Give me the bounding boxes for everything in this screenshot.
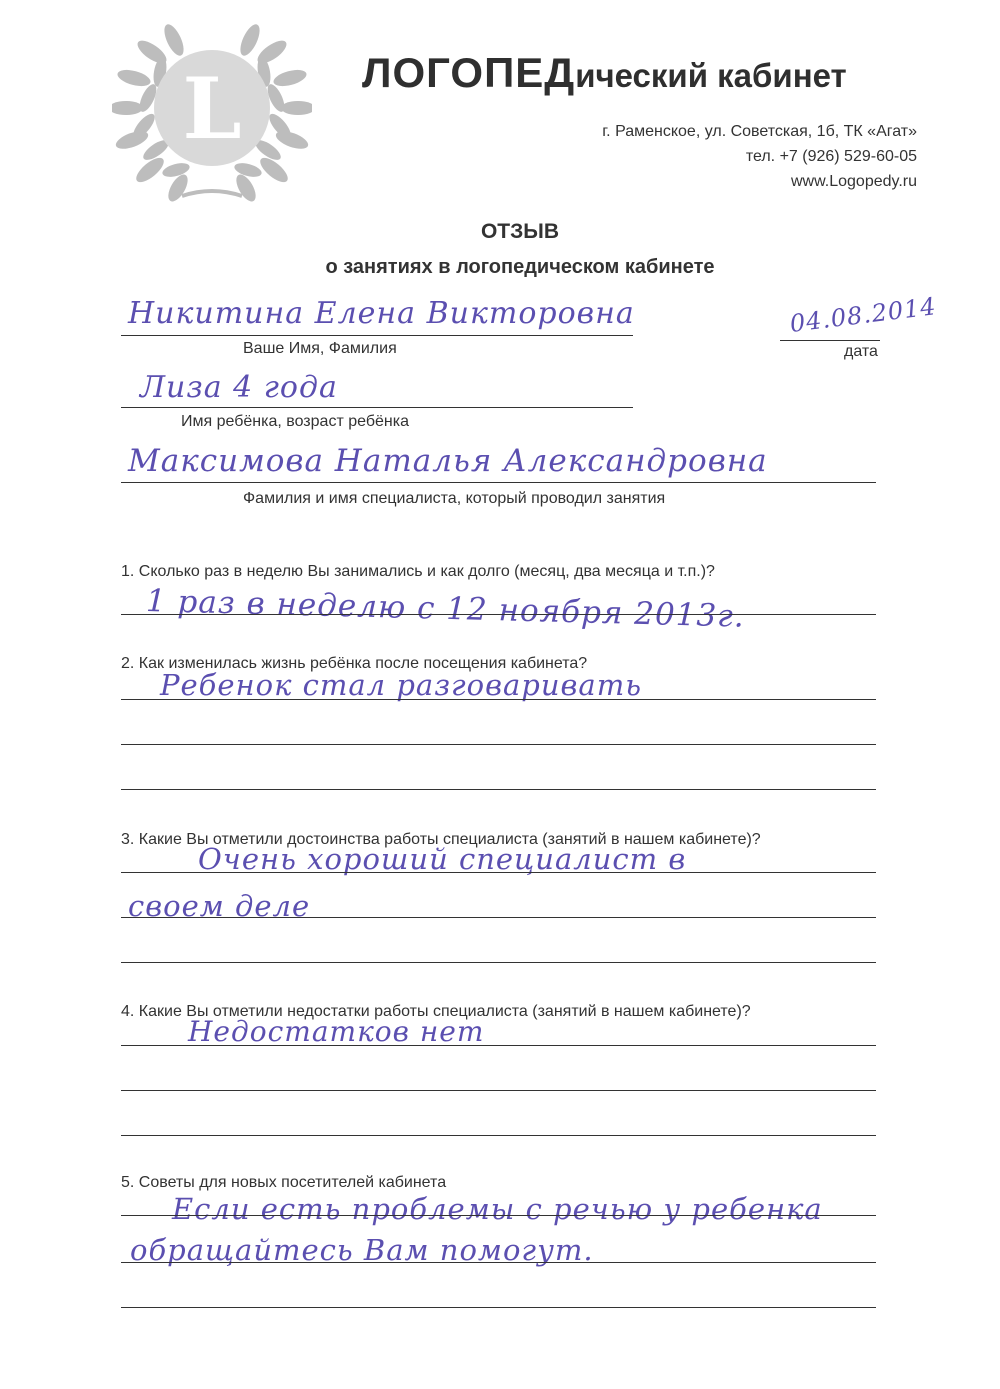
date-line [780, 340, 880, 341]
answer-line [121, 962, 876, 963]
answer-line [121, 614, 876, 615]
child-value: Лиза 4 года [140, 370, 338, 405]
answer-line [121, 1135, 876, 1136]
answer-line [121, 1262, 876, 1263]
child-label: Имя ребёнка, возраст ребёнка [181, 413, 409, 430]
answer-3-line-1: Очень хороший специалист в [198, 842, 687, 876]
answer-line [121, 872, 876, 873]
name-label: Ваше Имя, Фамилия [243, 340, 397, 357]
answer-line [121, 1045, 876, 1046]
name-value: Никитина Елена Викторовна [128, 296, 635, 331]
question-3: 3. Какие Вы отметили достоинства работы специалиста (занятий в нашем кабинете)? [121, 831, 761, 848]
brand-name-rest: ический кабинет [575, 57, 847, 94]
answer-1-line-1: 1 раз в неделю с 12 ноября 2013г. [145, 583, 746, 635]
answer-3-line-2: своем деле [128, 889, 311, 923]
form-subtitle: о занятиях в логопедическом кабинете [325, 256, 715, 278]
specialist-value: Максимова Наталья Александровна [128, 443, 768, 479]
answer-line [121, 917, 876, 918]
answer-5-line-1: Если есть проблемы с речью у ребенка [172, 1192, 823, 1226]
answer-line [121, 1090, 876, 1091]
logo-letter: L [182, 59, 242, 158]
specialist-line [121, 482, 876, 483]
answer-line [121, 1307, 876, 1308]
brand-name [362, 49, 847, 96]
child-line [121, 407, 633, 408]
date-label: дата [844, 343, 878, 360]
answer-4-line-1: Недостатков нет [188, 1015, 485, 1048]
answer-line [121, 1215, 876, 1216]
laurel-logo-icon [112, 10, 312, 202]
answer-line [121, 744, 876, 745]
website-text: www.Logopedy.ru [791, 173, 917, 190]
name-line [121, 335, 633, 336]
question-1: 1. Сколько раз в неделю Вы занимались и как долго (месяц, два месяца и т.п.)? [121, 563, 715, 580]
answer-line [121, 699, 876, 700]
address-text: г. Раменское, ул. Советская, 1б, ТК «Агат» [602, 123, 917, 140]
specialist-label: Фамилия и имя специалиста, который проводил занятия [243, 490, 666, 507]
question-5: 5. Советы для новых посетителей кабинета [121, 1174, 447, 1191]
form-title: ОТЗЫВ [480, 220, 560, 243]
answer-line [121, 789, 876, 790]
question-2: 2. Как изменилась жизнь ребёнка после посещения кабинета? [121, 655, 588, 672]
brand-name-caps: ЛОГОПЕД [362, 49, 576, 96]
date-value: 04.08.2014 [788, 292, 939, 338]
phone-text: тел. +7 (926) 529-60-05 [745, 148, 917, 165]
answer-2-line-1: Ребенок стал разговаривать [160, 668, 642, 702]
answer-5-line-2: обращайтесь Вам помогут. [130, 1233, 594, 1267]
question-4: 4. Какие Вы отметили недостатки работы специалиста (занятий в нашем кабинете)? [121, 1003, 751, 1020]
